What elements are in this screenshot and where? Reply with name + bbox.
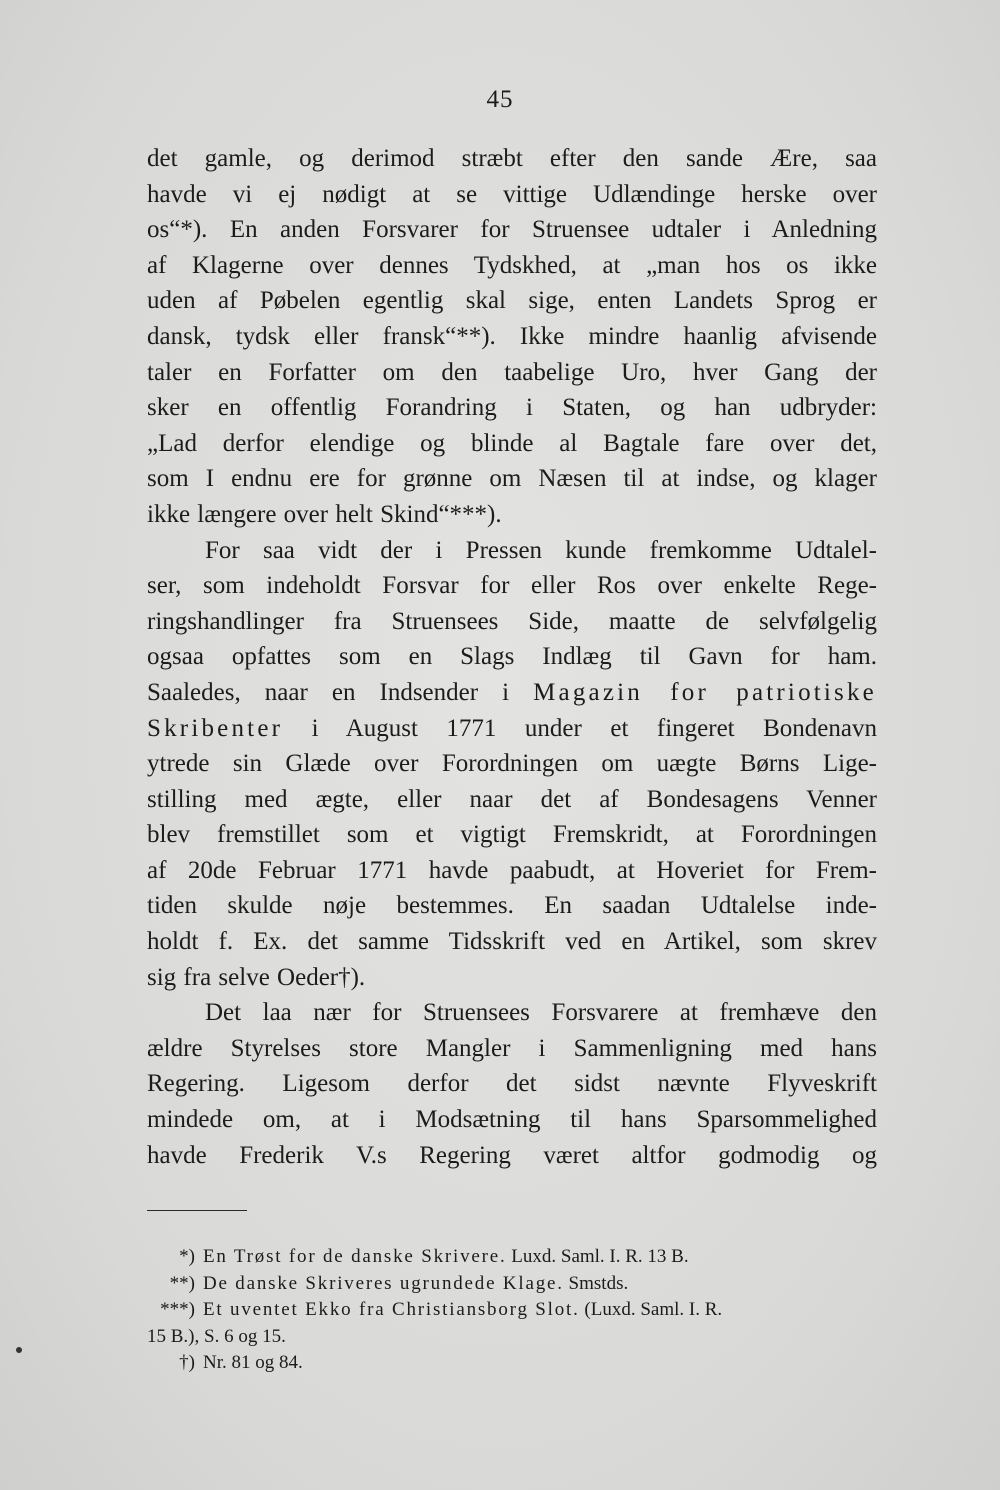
footnote — [147, 1271, 877, 1298]
text-line: sker en offentlig Forandring i Staten, og han udbryder: — [147, 394, 877, 422]
text-line: tiden skulde nøje bestemmes. En saadan Udtalelse inde- — [147, 892, 877, 920]
text-line: stilling med ægte, eller naar det af Bondesagens Venner — [147, 785, 877, 813]
text-line: som I endnu ere for grønne om Næsen til at indse, og klager — [147, 465, 877, 493]
footnote-ref: Smstds. — [563, 1272, 629, 1294]
footnote-title: De danske Skriveres ugrundede Klage. — [203, 1272, 564, 1294]
paragraph-start-line: For saa vidt der i Pressen kunde fremkomme Udtalel- — [205, 536, 877, 564]
footnote-marker: ***) — [160, 1299, 195, 1320]
text-line: holdt f. Ex. det samme Tidsskrift ved en Artikel, som skrev — [147, 928, 877, 956]
footnote-marker: *) — [179, 1246, 195, 1267]
footnote — [147, 1244, 877, 1271]
footnote-ref: (Luxd. Saml. I. R. — [579, 1299, 723, 1320]
text-fragment: i August 1771 under et fingeret Bondenavn — [283, 714, 877, 742]
text-line: ser, som indeholdt Forsvar for eller Ros over enkelte Rege- — [147, 572, 877, 600]
text-line: „Lad derfor elendige og blinde al Bagtale fare over det, — [147, 429, 877, 457]
body-text — [147, 141, 877, 1173]
text-line: blev fremstillet som et vigtigt Fremskridt, at Forordningen — [147, 821, 877, 849]
margin-speck — [16, 1347, 22, 1353]
page-number: 45 — [486, 86, 514, 113]
text-line: ringshandlinger fra Struensees Side, maatte de selvfølgelig — [147, 607, 877, 635]
text-line: det gamle, og derimod stræbt efter den sande Ære, saa — [147, 145, 877, 172]
paragraph-start-line: Det laa nær for Struensees Forsvarere at fremhæve den — [205, 999, 877, 1027]
text-line: mindede om, at i Modsætning til hans Sparsommelighed — [147, 1106, 877, 1134]
footnote-ref: 15 B.), S. 6 og 15. — [147, 1325, 286, 1347]
text-line: af 20de Februar 1771 havde paabudt, at Hoveriet for Frem- — [147, 856, 877, 884]
text-line — [147, 675, 877, 711]
text-fragment: Saaledes, naar en Indsender i — [147, 678, 534, 706]
text-line: havde Frederik V.s Regering været altfor godmodig og — [147, 1141, 877, 1169]
footnote — [147, 1297, 877, 1324]
text-line: ikke længere over helt Skind“***). — [147, 500, 502, 528]
text-line: dansk, tydsk eller fransk“**). Ikke mindre haanlig afvisende — [147, 322, 877, 350]
footnote-title: En Trøst for de danske Skrivere. — [203, 1246, 507, 1267]
footnote — [147, 1350, 877, 1377]
footnote-ref: Nr. 81 og 84. — [203, 1352, 303, 1373]
footnote-title: Et uventet Ekko fra Christiansborg Slot. — [203, 1299, 580, 1320]
text-line: os“*). En anden Forsvarer for Struensee udtaler i Anledning — [147, 216, 877, 244]
footnote-marker: **) — [169, 1272, 195, 1294]
text-line: uden af Pøbelen egentlig skal sige, enten Landets Sprog er — [147, 287, 877, 315]
footnote-continuation — [147, 1324, 877, 1351]
text-line: taler en Forfatter om den taabelige Uro, hver Gang der — [147, 358, 877, 386]
footnotes — [147, 1244, 877, 1377]
text-line: af Klagerne over dennes Tydskhed, at „man hos os ikke — [147, 251, 877, 279]
footnote-ref: Luxd. Saml. I. R. 13 B. — [506, 1246, 689, 1267]
text-line: Regering. Ligesom derfor det sidst nævnte Flyveskrift — [147, 1070, 877, 1098]
footnote-divider — [147, 1210, 247, 1211]
text-line — [147, 711, 877, 747]
text-line: ældre Styrelses store Mangler i Sammenligning med hans — [147, 1034, 877, 1062]
text-line: ytrede sin Glæde over Forordningen om uægte Børns Lige- — [147, 750, 877, 778]
periodical-title: Skribenter — [147, 714, 284, 742]
footnote-marker: †) — [179, 1352, 195, 1373]
text-line: sig fra selve Oeder†). — [147, 963, 366, 991]
text-line: havde vi ej nødigt at se vittige Udlændinge herske over — [147, 180, 877, 208]
periodical-title: Magazin for patriotiske — [533, 678, 877, 706]
text-line: ogsaa opfattes som en Slags Indlæg til Gavn for ham. — [147, 643, 877, 671]
